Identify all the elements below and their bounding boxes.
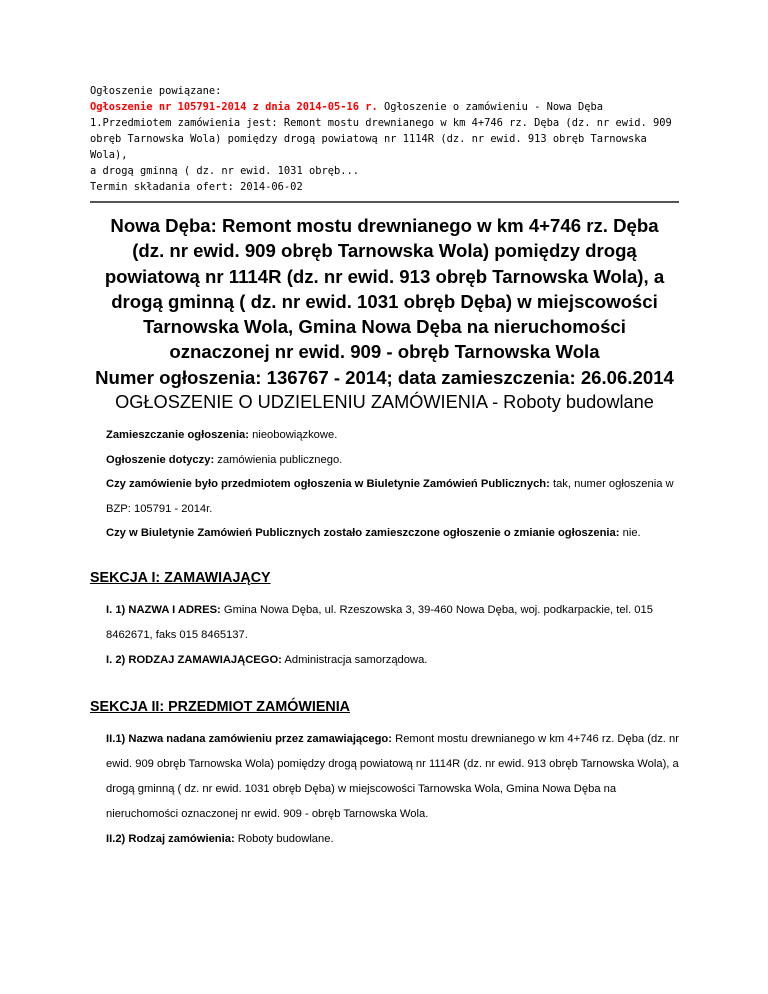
related-notice-heading: Ogłoszenie powiązane: xyxy=(90,85,222,97)
notice-info-block xyxy=(106,423,679,546)
related-notice-block xyxy=(90,83,679,195)
section-1-title: SEKCJA I: ZAMAWIAJĄCY xyxy=(90,569,271,586)
related-notice-deadline: Termin składania ofert: 2014-06-02 xyxy=(90,181,303,193)
item-label: I. 1) NAZWA I ADRES: xyxy=(106,603,221,616)
item-value: Administracja samorządowa. xyxy=(281,653,428,666)
info-value: zamówienia publicznego. xyxy=(214,453,343,466)
item-value: Gmina Nowa Dęba, ul. Rzeszowska 3, 39-460 Nowa Dęba, woj. podkarpackie, tel. 015 8462671, faks 015 8465137. xyxy=(106,603,653,641)
notice-number-line: Numer ogłoszenia: 136767 - 2014; data zamieszczenia: 26.06.2014 xyxy=(95,366,674,388)
related-notice-link-tail: Ogłoszenie o zamówieniu - Nowa Dęba xyxy=(377,101,603,113)
section-2-body xyxy=(106,727,679,852)
section-1-item xyxy=(106,648,679,673)
section-1-item xyxy=(106,598,679,648)
info-row-bzp xyxy=(106,472,679,521)
info-row-change xyxy=(106,521,679,546)
info-row-concerns xyxy=(106,448,679,473)
notice-page xyxy=(90,83,679,852)
notice-title xyxy=(90,213,679,390)
info-value: nie. xyxy=(619,527,641,540)
section-1-body xyxy=(106,598,679,673)
info-value: tak, numer ogłoszenia w BZP: 105791 - 2014r. xyxy=(106,478,674,515)
item-label: I. 2) RODZAJ ZAMAWIAJĄCEGO: xyxy=(106,653,282,666)
divider xyxy=(90,201,679,203)
section-2-title: SEKCJA II: PRZEDMIOT ZAMÓWIENIA xyxy=(90,698,350,715)
related-notice-link[interactable]: Ogłoszenie nr 105791-2014 z dnia 2014-05-16 r. xyxy=(90,101,378,113)
notice-title-text: Nowa Dęba: Remont mostu drewnianego w km 4+746 rz. Dęba (dz. nr ewid. 909 obręb Tarnowska Wola) pomiędzy drogą powiatową nr 1114R (dz. nr ewid. 913 obręb Tarnowska Wola), a drogą gminną ( dz. nr ewid. 1031 obręb Dęba) w miejscowości Tarnowska Wola, Gmina Nowa Dęba na nieruchomości oznaczonej nr ewid. 909 - obręb Tarnowska Wola xyxy=(104,215,665,363)
related-notice-line xyxy=(90,99,679,115)
info-label: Czy w Biuletynie Zamówień Publicznych zostało zamieszczone ogłoszenie o zmianie ogłoszenia: xyxy=(106,527,620,540)
section-2-item xyxy=(106,827,679,852)
related-notice-summary-line: obręb Tarnowska Wola) pomiędzy drogą powiatową nr 1114R (dz. nr ewid. 913 obręb Tarnowska Wola), xyxy=(90,133,647,161)
item-label: II.1) Nazwa nadana zamówieniu przez zamawiającego: xyxy=(106,732,392,745)
item-label: II.2) Rodzaj zamówienia: xyxy=(106,832,235,845)
item-value: Roboty budowlane. xyxy=(234,832,334,845)
info-label: Zamieszczanie ogłoszenia: xyxy=(106,429,249,442)
info-value: nieobowiązkowe. xyxy=(249,429,338,442)
related-notice-summary-line: 1.Przedmiotem zamówienia jest: Remont mostu drewnianego w km 4+746 rz. Dęba (dz. nr ewid. 909 xyxy=(90,117,672,129)
info-label: Ogłoszenie dotyczy: xyxy=(106,453,215,466)
section-2-item xyxy=(106,727,679,827)
info-row-publication xyxy=(106,423,679,448)
info-label: Czy zamówienie było przedmiotem ogłoszenia w Biuletynie Zamówień Publicznych: xyxy=(106,478,550,491)
related-notice-summary-line: a drogą gminną ( dz. nr ewid. 1031 obręb... xyxy=(90,165,359,177)
item-value: Remont mostu drewnianego w km 4+746 rz. Dęba (dz. nr ewid. 909 obręb Tarnowska Wola) pomiędzy drogą powiatową nr 1114R (dz. nr ewid. 913 obręb Tarnowska Wola), a drogą gminną ( dz. nr ewid. 1031 obręb Dęba) w miejscowości Tarnowska Wola, Gmina Nowa Dęba na nieruchomości oznaczonej nr ewid. 909 - obręb Tarnowska Wola. xyxy=(106,732,679,820)
notice-subtitle: OGŁOSZENIE O UDZIELENIU ZAMÓWIENIA - Roboty budowlane xyxy=(115,392,654,413)
